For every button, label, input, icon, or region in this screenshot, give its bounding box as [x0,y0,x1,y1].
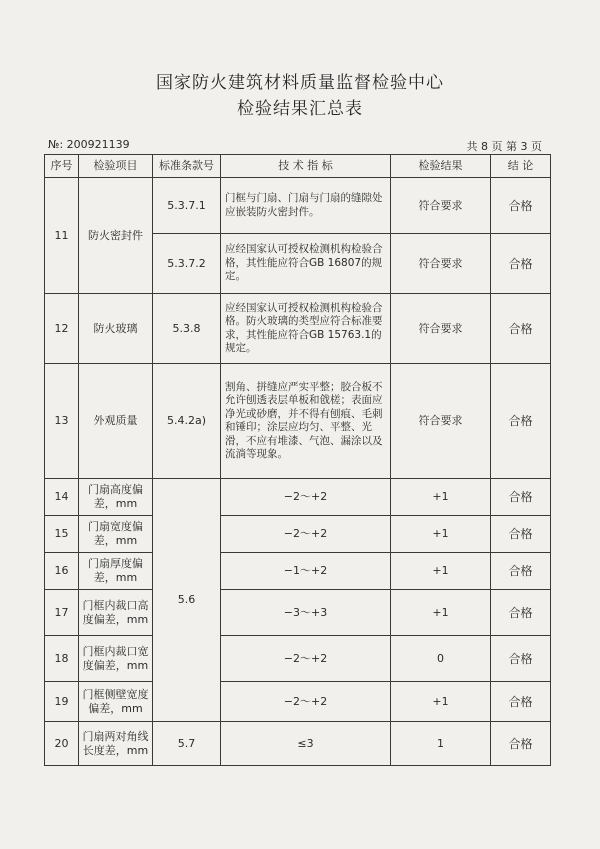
conclusion: 合格 [491,590,551,636]
technical-spec: −2～+2 [221,479,391,516]
table-row [45,479,551,516]
test-item: 门框内裁口宽度偏差，mm [79,636,153,682]
test-item: 门框内裁口高度偏差，mm [79,590,153,636]
row-number: 11 [45,178,79,294]
row-number: 19 [45,682,79,722]
test-item: 门框侧壁宽度偏差，mm [79,682,153,722]
test-result: 符合要求 [391,234,491,294]
row-number: 17 [45,590,79,636]
row-number: 15 [45,516,79,553]
technical-spec: 门框与门扇、门扇与门扇的缝隙处应嵌装防火密封件。 [221,178,391,234]
col-header-item: 检验项目 [79,155,153,178]
report-title: 国家防火建筑材料质量监督检验中心 [156,73,444,93]
clause-number: 5.3.7.1 [153,178,221,234]
table-row [45,553,551,590]
clause-number: 5.4.2a) [153,364,221,479]
col-header-spec: 技 术 指 标 [221,155,391,178]
conclusion: 合格 [491,364,551,479]
page-indicator: 共 8 页 第 3 页 [466,140,542,153]
conclusion: 合格 [491,516,551,553]
table-row [45,722,551,766]
clause-number: 5.3.8 [153,294,221,364]
row-number: 16 [45,553,79,590]
conclusion: 合格 [491,682,551,722]
table-header-row [45,155,551,178]
clause-number: 5.6 [153,479,221,722]
row-number: 20 [45,722,79,766]
col-header-conclusion: 结 论 [491,155,551,178]
test-result: +1 [391,553,491,590]
technical-spec: −2～+2 [221,682,391,722]
table-row [45,294,551,364]
document-number: №: 200921139 [48,138,130,151]
col-header-no: 序号 [45,155,79,178]
test-result: +1 [391,479,491,516]
technical-spec: −2～+2 [221,516,391,553]
conclusion: 合格 [491,178,551,234]
table-row [45,682,551,722]
technical-spec: ≤3 [221,722,391,766]
conclusion: 合格 [491,636,551,682]
row-number: 18 [45,636,79,682]
technical-spec: 应经国家认可授权检测机构检验合格，其性能应符合GB 16807的规定。 [221,234,391,294]
test-result: 1 [391,722,491,766]
conclusion: 合格 [491,722,551,766]
test-result: +1 [391,682,491,722]
test-item: 防火玻璃 [79,294,153,364]
results-table [44,154,551,766]
clause-number: 5.7 [153,722,221,766]
technical-spec: −2～+2 [221,636,391,682]
conclusion: 合格 [491,234,551,294]
row-number: 13 [45,364,79,479]
table-row [45,364,551,479]
conclusion: 合格 [491,294,551,364]
technical-spec: −1～+2 [221,553,391,590]
conclusion: 合格 [491,479,551,516]
report-subtitle: 检验结果汇总表 [237,99,363,119]
technical-spec: −3～+3 [221,590,391,636]
test-item: 门扇两对角线长度差，mm [79,722,153,766]
conclusion: 合格 [491,553,551,590]
test-item: 门扇宽度偏差，mm [79,516,153,553]
test-result: +1 [391,516,491,553]
test-item: 外观质量 [79,364,153,479]
col-header-result: 检验结果 [391,155,491,178]
test-result: +1 [391,590,491,636]
table-row [45,636,551,682]
table-row [45,178,551,234]
test-result: 符合要求 [391,294,491,364]
technical-spec: 应经国家认可授权检测机构检验合格。防火玻璃的类型应符合标准要求，其性能应符合GB 15763.1的规定。 [221,294,391,364]
test-item: 门扇厚度偏差，mm [79,553,153,590]
clause-number: 5.3.7.2 [153,234,221,294]
test-item: 门扇高度偏差，mm [79,479,153,516]
test-result: 0 [391,636,491,682]
table-row [45,516,551,553]
row-number: 12 [45,294,79,364]
col-header-clause: 标准条款号 [153,155,221,178]
row-number: 14 [45,479,79,516]
test-result: 符合要求 [391,364,491,479]
technical-spec: 割角、拼缝应严实平整；胶合板不允许刨透表层单板和戗槎；表面应净光或砂磨，并不得有刨痕、毛刺和锤印；涂层应均匀、平整、光滑，不应有堆漆、气泡、漏涂以及流淌等现象。 [221,364,391,479]
test-result: 符合要求 [391,178,491,234]
test-item: 防火密封件 [79,178,153,294]
table-row [45,590,551,636]
